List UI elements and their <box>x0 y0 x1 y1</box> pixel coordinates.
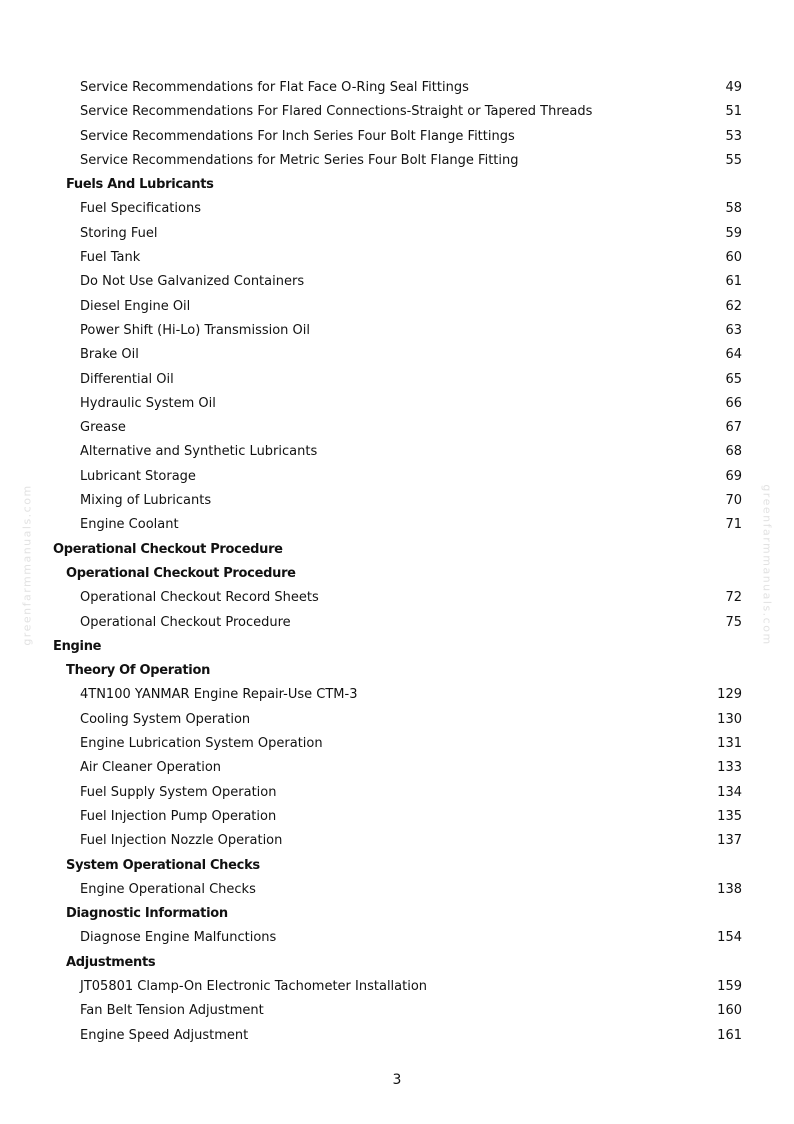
toc-section-heading[interactable] <box>0 538 794 562</box>
toc-entry-page-number: 70 <box>725 493 742 509</box>
toc-entry-title: Diagnostic Information <box>66 906 228 922</box>
toc-entry-page-number: 61 <box>725 274 742 290</box>
watermark-left: greenfarmmanuals.com <box>20 484 34 646</box>
toc-subsection-heading[interactable] <box>0 902 794 926</box>
toc-entry-title: Engine <box>53 638 102 654</box>
toc-entry-title: 4TN100 YANMAR Engine Repair-Use CTM-3 <box>80 687 358 703</box>
toc-entry[interactable] <box>0 270 794 294</box>
toc-entry[interactable] <box>0 586 794 610</box>
toc-entry-title: Service Recommendations for Metric Series Four Bolt Flange Fitting <box>80 152 519 168</box>
toc-entry[interactable] <box>0 465 794 489</box>
toc-section-heading[interactable] <box>0 635 794 659</box>
toc-entry-title: Operational Checkout Procedure <box>80 614 291 630</box>
toc-entry-page-number: 68 <box>725 444 742 460</box>
toc-entry-title: Diagnose Engine Malfunctions <box>80 930 277 946</box>
toc-entry[interactable] <box>0 999 794 1023</box>
toc-entry-title: Fuel Supply System Operation <box>80 784 277 800</box>
toc-entry-title: Engine Lubrication System Operation <box>80 736 323 752</box>
toc-entry-title: Brake Oil <box>80 347 139 363</box>
toc-entry-title: System Operational Checks <box>66 857 260 873</box>
toc-entry[interactable] <box>0 1024 794 1048</box>
toc-entry-page-number: 60 <box>725 250 742 266</box>
toc-entry-page-number: 131 <box>717 736 742 752</box>
page-number: 3 <box>392 1072 402 1088</box>
toc-entry-page-number: 69 <box>725 468 742 484</box>
toc-entry[interactable] <box>0 781 794 805</box>
toc-entry-page-number: 75 <box>725 614 742 630</box>
toc-entry-page-number: 65 <box>725 371 742 387</box>
toc-subsection-heading[interactable] <box>0 562 794 586</box>
toc-entry-page-number: 130 <box>717 711 742 727</box>
toc-entry-page-number: 66 <box>725 395 742 411</box>
toc-subsection-heading[interactable] <box>0 659 794 683</box>
toc-entry-title: Cooling System Operation <box>80 711 251 727</box>
toc-entry-title: Engine Operational Checks <box>80 881 256 897</box>
toc-entry-title: Operational Checkout Record Sheets <box>80 590 319 606</box>
toc-entry[interactable] <box>0 222 794 246</box>
toc-entry-title: Theory Of Operation <box>66 663 211 679</box>
toc-entry-title: Engine Coolant <box>80 517 179 533</box>
toc-entry-title: Fuel Injection Nozzle Operation <box>80 833 283 849</box>
toc-entry-page-number: 71 <box>725 517 742 533</box>
toc-entry[interactable] <box>0 440 794 464</box>
toc-entry[interactable] <box>0 513 794 537</box>
toc-entry-page-number: 154 <box>717 930 742 946</box>
toc-entry-page-number: 159 <box>717 978 742 994</box>
toc-entry[interactable] <box>0 489 794 513</box>
toc-subsection-heading[interactable] <box>0 173 794 197</box>
toc-entry-title: Service Recommendations for Flat Face O-Ring Seal Fittings <box>80 80 469 95</box>
toc-entry-title: Mixing of Lubricants <box>80 493 212 509</box>
toc-entry[interactable] <box>0 708 794 732</box>
toc-entry-page-number: 55 <box>725 152 742 168</box>
toc-entry[interactable] <box>0 319 794 343</box>
toc-entry[interactable] <box>0 975 794 999</box>
toc-entry-title: Service Recommendations For Inch Series Four Bolt Flange Fittings <box>80 128 515 144</box>
toc-entry[interactable] <box>0 149 794 173</box>
toc-entry[interactable] <box>0 100 794 124</box>
toc-entry-page-number: 58 <box>725 201 742 217</box>
toc-entry[interactable] <box>0 343 794 367</box>
toc-entry[interactable] <box>0 805 794 829</box>
toc-subsection-heading[interactable] <box>0 951 794 975</box>
toc-entry[interactable] <box>0 683 794 707</box>
toc-entry-page-number: 137 <box>717 833 742 849</box>
toc-entry-title: Hydraulic System Oil <box>80 395 216 411</box>
toc-entry-page-number: 72 <box>725 590 742 606</box>
toc-entry[interactable] <box>0 197 794 221</box>
toc-entry-title: Diesel Engine Oil <box>80 298 191 314</box>
toc-entry[interactable] <box>0 756 794 780</box>
toc-entry-page-number: 62 <box>725 298 742 314</box>
toc-entry[interactable] <box>0 295 794 319</box>
toc-entry-page-number: 134 <box>717 784 742 800</box>
table-of-contents <box>0 76 794 1048</box>
toc-entry-page-number: 59 <box>725 225 742 241</box>
toc-entry-title: Operational Checkout Procedure <box>53 541 283 557</box>
toc-entry-page-number: 53 <box>725 128 742 144</box>
toc-entry-title: Fuel Specifications <box>80 201 201 217</box>
toc-entry-title: Storing Fuel <box>80 225 158 241</box>
toc-entry-page-number: 67 <box>725 420 742 436</box>
toc-entry-page-number: 49 <box>725 80 742 95</box>
toc-entry-title: Do Not Use Galvanized Containers <box>80 274 305 290</box>
toc-entry[interactable] <box>0 392 794 416</box>
toc-entry-page-number: 160 <box>717 1003 742 1019</box>
toc-entry-page-number: 161 <box>717 1027 742 1043</box>
toc-entry-page-number: 138 <box>717 881 742 897</box>
toc-entry[interactable] <box>0 246 794 270</box>
toc-subsection-heading[interactable] <box>0 854 794 878</box>
toc-entry[interactable] <box>0 368 794 392</box>
toc-entry-page-number: 51 <box>725 104 742 120</box>
toc-entry[interactable] <box>0 829 794 853</box>
toc-entry[interactable] <box>0 76 794 100</box>
toc-entry-title: Service Recommendations For Flared Connections-Straight or Tapered Threads <box>80 104 593 120</box>
toc-entry-title: Grease <box>80 420 126 436</box>
toc-entry-title: Fan Belt Tension Adjustment <box>80 1003 264 1019</box>
toc-entry-title: Differential Oil <box>80 371 174 387</box>
toc-entry-page-number: 64 <box>725 347 742 363</box>
toc-entry[interactable] <box>0 611 794 635</box>
toc-entry-title: JT05801 Clamp-On Electronic Tachometer Installation <box>80 978 428 994</box>
toc-entry-title: Power Shift (Hi-Lo) Transmission Oil <box>80 322 311 338</box>
toc-entry[interactable] <box>0 125 794 149</box>
toc-entry-title: Operational Checkout Procedure <box>66 565 296 581</box>
watermark-right: greenfarmmanuals.com <box>760 484 774 646</box>
toc-entry-title: Lubricant Storage <box>80 468 196 484</box>
toc-entry[interactable] <box>0 732 794 756</box>
toc-entry-title: Air Cleaner Operation <box>80 760 222 776</box>
toc-entry[interactable] <box>0 926 794 950</box>
toc-entry-page-number: 63 <box>725 322 742 338</box>
toc-entry-title: Fuel Tank <box>80 250 141 266</box>
toc-entry-page-number: 135 <box>717 808 742 824</box>
toc-entry[interactable] <box>0 878 794 902</box>
toc-entry-title: Engine Speed Adjustment <box>80 1027 249 1043</box>
toc-entry-title: Fuels And Lubricants <box>66 177 214 193</box>
toc-entry-page-number: 133 <box>717 760 742 776</box>
toc-entry[interactable] <box>0 416 794 440</box>
toc-entry-title: Alternative and Synthetic Lubricants <box>80 444 318 460</box>
toc-entry-page-number: 129 <box>717 687 742 703</box>
toc-entry-title: Fuel Injection Pump Operation <box>80 808 277 824</box>
toc-entry-title: Adjustments <box>66 954 156 970</box>
